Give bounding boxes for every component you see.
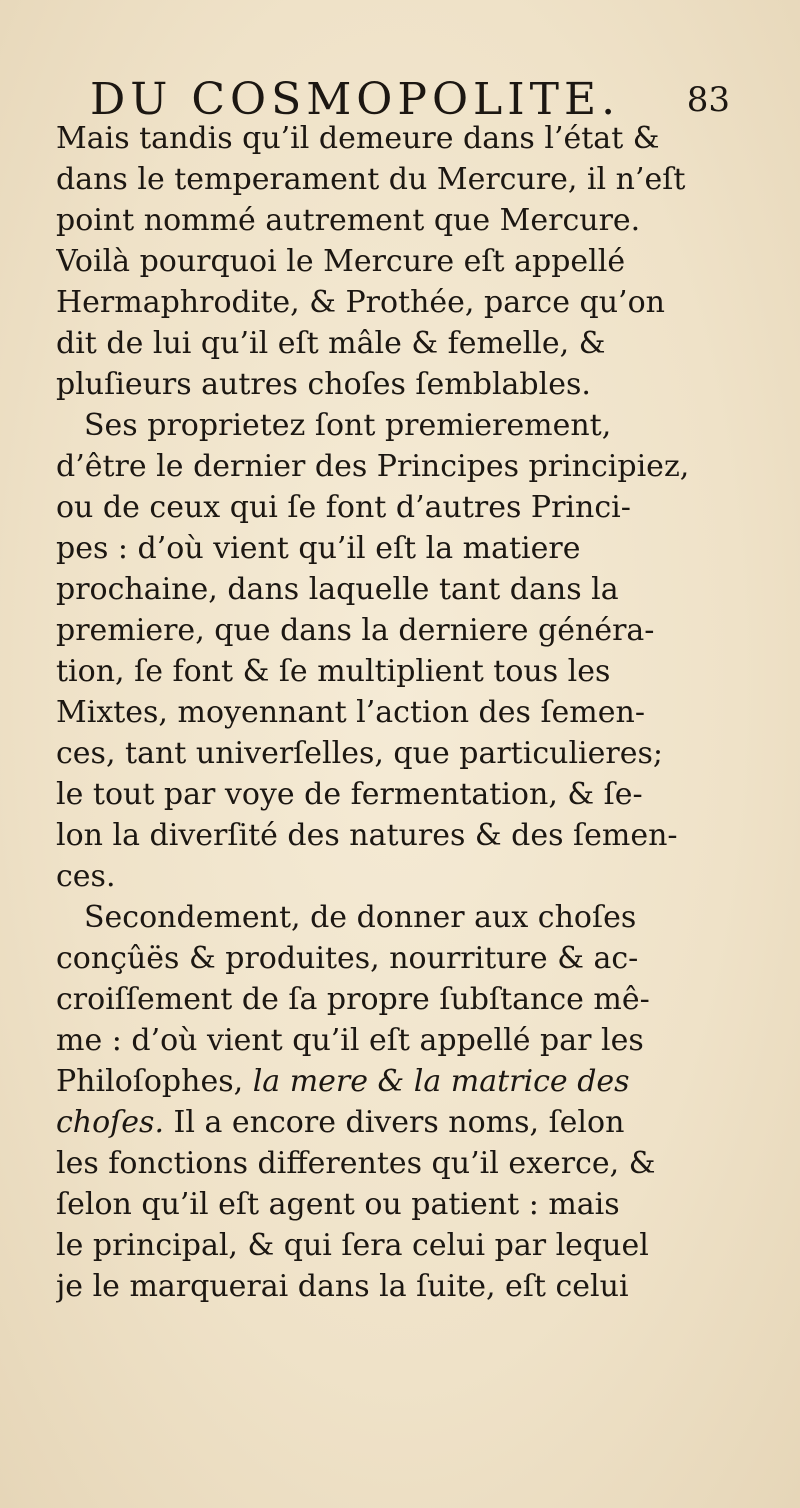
- text-line: premiere, que dans la derniere généra-: [56, 613, 655, 648]
- text-line: les fonctions differentes qu’il exerce, &: [56, 1146, 656, 1181]
- text-line: dans le temperament du Mercure, il n’eſt: [56, 162, 686, 197]
- text-line: Secondement, de donner aux choſes: [84, 900, 637, 935]
- text-line: Ses proprietez ſont premierement,: [84, 408, 612, 443]
- text-line: prochaine, dans laquelle tant dans la: [56, 572, 619, 607]
- text-line: Voilà pourquoi le Mercure eſt appellé: [56, 244, 626, 279]
- text-line: ſelon qu’il eſt agent ou patient : mais: [56, 1187, 620, 1222]
- text-line: conçûës & produites, nourriture & ac-: [56, 941, 639, 976]
- body-text: [56, 118, 756, 1307]
- text-line: d’être le dernier des Principes principiez,: [56, 449, 690, 484]
- text-line: Mais tandis qu’il demeure dans l’état &: [56, 121, 660, 156]
- page-number: 83: [686, 80, 730, 120]
- text-line: le tout par voye de fermentation, & ſe-: [56, 777, 643, 812]
- text-line: croiſſement de ſa propre ſubſtance mê-: [56, 982, 650, 1017]
- text-line: je le marquerai dans la ſuite, eſt celui: [56, 1269, 629, 1304]
- text-span: Il a encore divers noms, ſelon: [173, 1105, 625, 1140]
- text-line: point nommé autrement que Mercure.: [56, 203, 641, 238]
- text-line: Hermaphrodite, & Prothée, parce qu’on: [56, 285, 665, 320]
- text-line: dit de lui qu’il eſt mâle & femelle, &: [56, 326, 606, 361]
- text-span: Philoſophes,: [56, 1064, 244, 1099]
- text-line: ces, tant univerſelles, que particulieres;: [56, 736, 663, 771]
- text-line: [56, 1102, 756, 1143]
- italic-span: choſes.: [56, 1105, 164, 1140]
- text-line: lon la diverſité des natures & des ſemen-: [56, 818, 678, 853]
- text-line: le principal, & qui ſera celui par lequel: [56, 1228, 649, 1263]
- italic-span: la mere & la matrice des: [252, 1064, 630, 1099]
- text-line: tion, ſe font & ſe multiplient tous les: [56, 654, 611, 689]
- running-head: DU COSMOPOLITE.: [90, 74, 621, 125]
- text-line: me : d’où vient qu’il eſt appellé par les: [56, 1023, 644, 1058]
- text-line: pes : d’où vient qu’il eſt la matiere: [56, 531, 581, 566]
- text-line: [56, 1061, 756, 1102]
- text-line: Mixtes, moyennant l’action des ſemen-: [56, 695, 645, 730]
- text-line: pluſieurs autres choſes ſemblables.: [56, 367, 591, 402]
- text-line: ces.: [56, 859, 116, 894]
- text-line: ou de ceux qui ſe font d’autres Princi-: [56, 490, 631, 525]
